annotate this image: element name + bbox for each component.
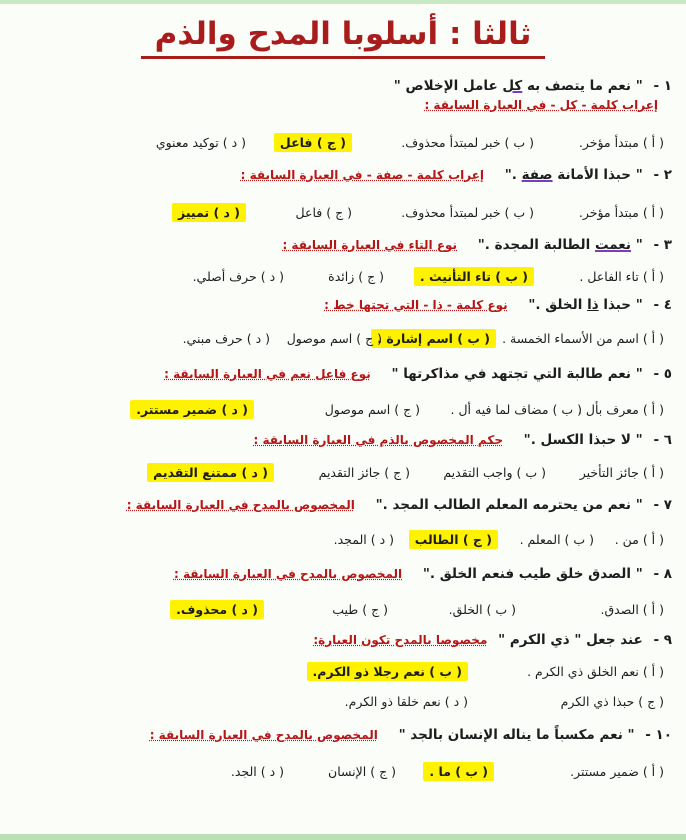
question-10-line <box>12 727 672 743</box>
option-b[interactable]: ( ب ) مضاف لما فيه أل . <box>450 402 582 417</box>
question-number: ٥ - <box>653 366 672 382</box>
option-d-selected[interactable]: ( د ) ضمير مستتر. <box>130 400 254 419</box>
option-c[interactable]: ( ج ) جائز التقديم <box>318 465 410 480</box>
question-number: ١ - <box>653 78 672 94</box>
question-text: " نعم مكسباً ما يناله الإنسان بالجد " <box>398 727 635 743</box>
option-b[interactable]: ( ب ) الخلق. <box>448 602 516 617</box>
question-text: " نعم ما يتصف به <box>522 78 643 94</box>
question-text: " الصدق خلق طيب فنعم الخلق ." <box>422 566 643 582</box>
option-a[interactable]: ( أ ) تاء الفاعل . <box>579 269 664 284</box>
question-10 <box>12 727 672 743</box>
question-text: " نعم طالبة التي تجتهد في مذاكرتها " <box>391 366 643 382</box>
question-instruction: المخصوص بالمدح في العبارة السابقة : <box>173 567 403 581</box>
question-number: ٤ - <box>653 297 672 313</box>
question-1 <box>12 78 672 112</box>
question-3 <box>12 237 672 253</box>
question-text-tail: عامل الإخلاص " <box>393 78 503 94</box>
question-instruction: حكم المخصوص بالذم في العبارة السابقة : <box>253 433 503 447</box>
option-a[interactable]: ( أ ) مبتدأ مؤخر. <box>578 205 664 220</box>
question-instruction: إعراب كلمة - صفة - في العبارة السابقة : <box>240 168 485 182</box>
option-a[interactable]: ( أ ) جائز التأخير <box>579 465 664 480</box>
question-text: " لا حبذا الكسل ." <box>523 432 643 448</box>
question-8-line <box>12 566 672 582</box>
question-5 <box>12 366 672 382</box>
question-number: ٦ - <box>653 432 672 448</box>
question-underlined-word: ذا <box>587 297 599 313</box>
option-d-selected[interactable]: ( د ) تمييز <box>172 203 246 222</box>
question-text-tail: الخلق ." <box>528 297 588 313</box>
option-b-selected[interactable]: ( ب ) نعم رجلا ذو الكرم. <box>307 662 468 681</box>
option-a[interactable]: ( أ ) الصدق. <box>600 602 664 617</box>
question-9 <box>12 632 672 648</box>
option-b[interactable]: ( ب ) خبر لمبتدأ محذوف. <box>401 205 534 220</box>
option-c-selected[interactable]: ( ج ) الطالب <box>409 530 498 549</box>
option-d[interactable]: ( د ) الجد. <box>230 764 284 779</box>
question-number: ٣ - <box>653 237 672 253</box>
question-number: ٢ - <box>653 167 672 183</box>
question-text: " حبذا <box>598 297 643 313</box>
question-text: عند جعل " ذي الكرم " <box>498 632 643 648</box>
option-c[interactable]: ( ج ) اسم موصول <box>286 331 382 346</box>
question-instruction: مخصوصا بالمدح تكون العبارة: <box>313 633 488 647</box>
option-c[interactable]: ( ج ) طيب <box>332 602 388 617</box>
question-text: " حبذا الأمانة <box>552 167 643 183</box>
question-2-line <box>12 167 672 183</box>
question-instruction: المخصوص بالمدح في العبارة السابقة : <box>126 498 355 512</box>
option-c[interactable]: ( ج ) حبذا ذي الكرم <box>560 694 664 709</box>
question-7 <box>12 497 672 513</box>
option-d[interactable]: ( د ) المجد. <box>333 532 394 547</box>
option-c-selected[interactable]: ( ج ) فاعل <box>274 133 352 152</box>
question-instruction: إعراب كلمة - كل - في العبارة السابقة : <box>424 98 658 112</box>
option-b-selected[interactable]: ( ب ) اسم إشارة . <box>371 329 496 348</box>
option-c[interactable]: ( ج ) فاعل <box>295 205 352 220</box>
question-text: " نعم من يحترمه المعلم الطالب المجد ." <box>375 497 643 513</box>
page-title: ثالثا : أسلوبا المدح والذم <box>141 16 546 59</box>
question-8 <box>12 566 672 582</box>
question-number: ٧ - <box>653 497 672 513</box>
option-c[interactable]: ( ج ) الإنسان <box>328 764 396 779</box>
option-d-selected[interactable]: ( د ) ممتنع التقديم <box>147 463 274 482</box>
question-3-line <box>12 237 672 253</box>
question-instruction: نوع فاعل نعم في العبارة السابقة : <box>164 367 371 381</box>
question-1-line <box>12 78 672 94</box>
question-number: ١٠ - <box>645 727 672 743</box>
question-instruction: نوع كلمة - ذا - التي تحتها خط : <box>324 298 508 312</box>
question-4 <box>12 297 672 313</box>
question-text: " <box>631 237 643 253</box>
option-b-selected[interactable]: ( ب ) ما . <box>423 762 494 781</box>
option-d[interactable]: ( د ) توكيد معنوي <box>155 135 246 150</box>
option-a[interactable]: ( أ ) نعم الخلق ذي الكرم . <box>527 664 664 679</box>
option-c[interactable]: ( ج ) اسم موصول <box>324 402 420 417</box>
option-b[interactable]: ( ب ) واجب التقديم <box>443 465 546 480</box>
question-number: ٩ - <box>653 632 672 648</box>
option-b[interactable]: ( ب ) خبر لمبتدأ محذوف. <box>401 135 534 150</box>
question-9-line <box>12 632 672 648</box>
question-6 <box>12 432 672 448</box>
option-a[interactable]: ( أ ) من . <box>614 532 664 547</box>
title-wrap <box>0 16 686 59</box>
option-a[interactable]: ( أ ) اسم من الأسماء الخمسة . <box>502 331 664 346</box>
question-underlined-word: نعمت <box>594 237 631 253</box>
option-b[interactable]: ( ب ) المعلم . <box>519 532 594 547</box>
question-underlined-word: صفة <box>521 167 553 183</box>
question-6-line <box>12 432 672 448</box>
question-text-tail: الطالبة المجدة ." <box>477 237 595 253</box>
question-text-tail: ." <box>504 167 522 183</box>
question-5-line <box>12 366 672 382</box>
option-d-selected[interactable]: ( د ) محذوف. <box>170 600 264 619</box>
option-a[interactable]: ( أ ) ضمير مستتر. <box>570 764 664 779</box>
option-d[interactable]: ( د ) حرف مبني. <box>182 331 270 346</box>
question-underlined-word: كل <box>502 78 523 94</box>
option-a[interactable]: ( أ ) معرف بأل . <box>577 402 664 417</box>
question-number: ٨ - <box>653 566 672 582</box>
option-b-selected[interactable]: ( ب ) تاء التأنيث . <box>414 267 534 286</box>
option-c[interactable]: ( ج ) زائدة <box>328 269 384 284</box>
question-2 <box>12 167 672 183</box>
question-7-line <box>12 497 672 513</box>
option-d[interactable]: ( د ) نعم خلقا ذو الكرم. <box>344 694 468 709</box>
question-instruction: نوع التاء في العبارة السابقة : <box>282 238 458 252</box>
option-a[interactable]: ( أ ) مبتدأ مؤخر. <box>578 135 664 150</box>
option-d[interactable]: ( د ) حرف أصلي. <box>192 269 284 284</box>
question-instruction: المخصوص بالمدح في العبارة السابقة : <box>149 728 378 742</box>
question-4-line <box>12 297 672 313</box>
